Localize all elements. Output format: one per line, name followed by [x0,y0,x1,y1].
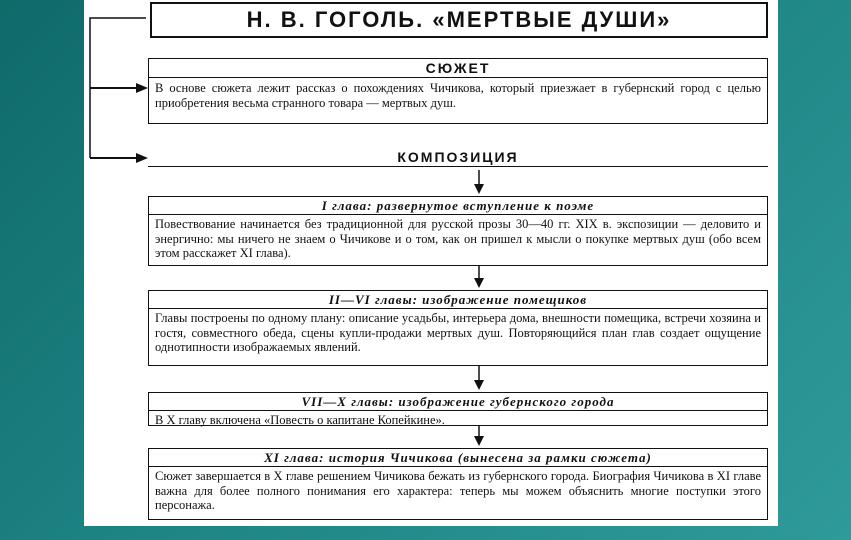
composition-heading: КОМПОЗИЦИЯ [148,148,768,167]
chapter-text: В X главу включена «Повесть о капитане Копейкине». [155,413,445,427]
chapter-title: I глава: развернутое вступление к поэме [149,197,767,215]
down-arrow-icon [474,436,484,446]
chapter-block [148,290,768,366]
chapter-title: II—VI главы: изображение помещиков [149,291,767,309]
chapter-title: VII—X главы: изображение губернского города [149,393,767,411]
chapter-title: XI глава: история Чичикова (вынесена за рамки сюжета) [149,449,767,467]
chapter-text: Повествование начинается без традиционной для русской прозы 30—40 гг. XIX в. экспозиции — деловито и энергично: мы ничего не знаем о Чичикове и о том, как он пришел к мысли о покупке мертвых душ (обо всем этом расскажет XI глава). [155,217,761,260]
chapter-block [148,196,768,266]
down-arrow-icon [474,184,484,194]
chapter-text: Главы построены по одному плану: описание усадьбы, интерьера дома, внешности помещика, встречи хозяина и гостя, совместного обеда, сцены купли-продажи мертвых душ. Повторяющийся план глав создает ощущение однотипности изображаемых явлений. [155,311,761,354]
chapter-block [148,392,768,426]
document-page [84,0,778,526]
plot-heading: СЮЖЕТ [149,59,767,78]
plot-section [148,58,768,124]
chapter-block [148,448,768,520]
plot-text: В основе сюжета лежит рассказ о похождениях Чичикова, который приезжает в губернский город с целью приобретения весьма странного товара — мертвых душ. [155,81,761,110]
chapter-text: Сюжет завершается в X главе решением Чичикова бежать из губернского города. Биография Чичикова в XI главе важна для более полного понимания его характера: теперь мы можем объяснить многие поступки этого персонажа. [155,469,761,512]
page-title: Н. В. ГОГОЛЬ. «МЕРТВЫЕ ДУШИ» [150,2,768,38]
down-arrow-icon [474,278,484,288]
down-arrow-icon [474,380,484,390]
